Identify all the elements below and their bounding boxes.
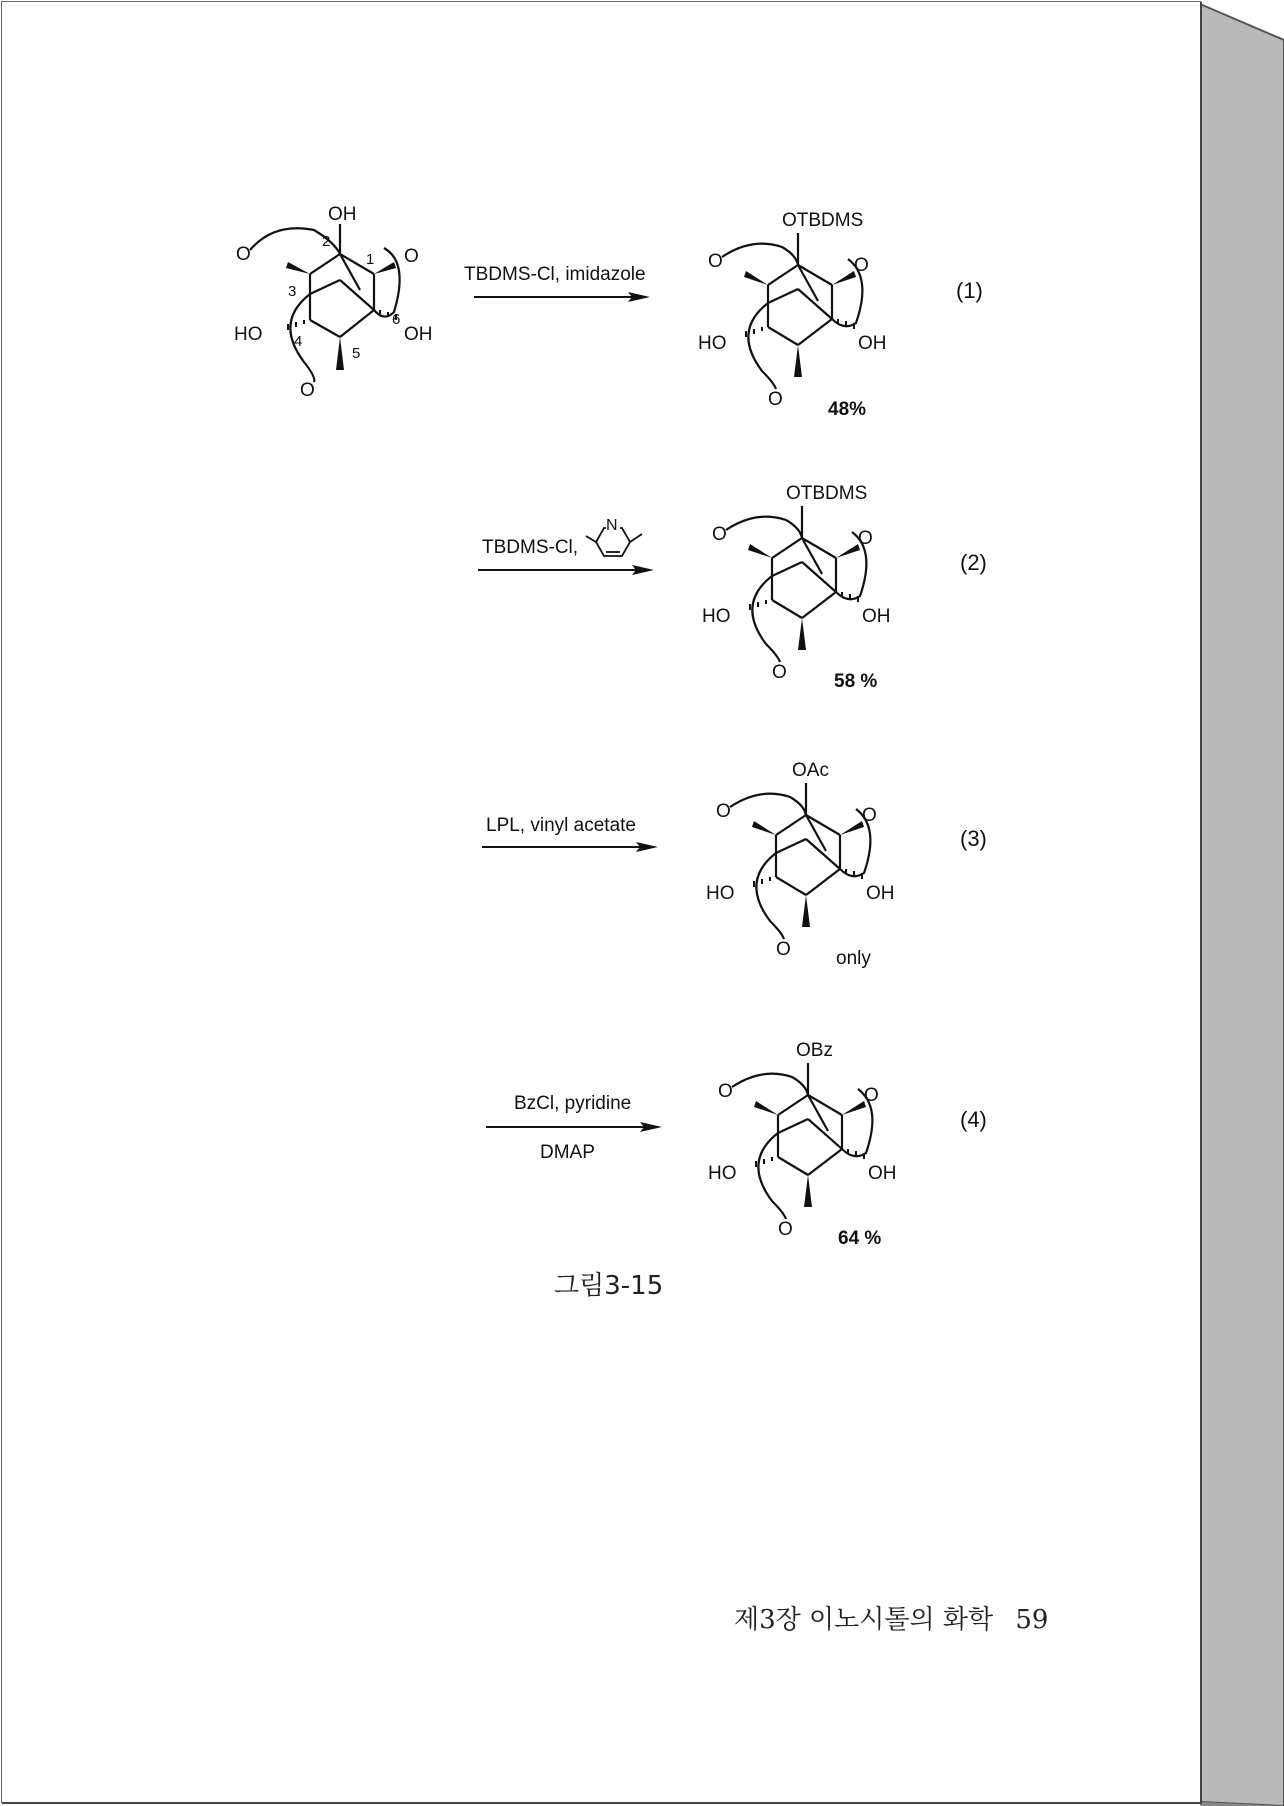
reaction-2-arrow <box>476 563 656 577</box>
wedge-bond <box>840 821 864 835</box>
bond <box>768 289 798 303</box>
wedge-bond <box>744 271 768 285</box>
product-o-bottom: O <box>772 662 787 680</box>
product-oh-right: OH <box>862 606 891 627</box>
bond <box>802 592 836 618</box>
orthoester-arc <box>726 517 802 538</box>
product-3-group: OAc <box>792 760 829 781</box>
product-oh-right: OH <box>866 883 895 904</box>
reaction-2-number: (2) <box>960 550 987 575</box>
reaction-4-yield: 64 % <box>838 1228 882 1249</box>
product-o-bottom: O <box>776 939 791 957</box>
product-o-right: O <box>862 805 877 826</box>
bond <box>778 1119 808 1133</box>
orthoester-arc <box>748 303 776 389</box>
sm-ho-left: HO <box>234 324 263 345</box>
orthoester-arc <box>732 1074 808 1095</box>
wedge-bond <box>754 1101 778 1115</box>
reaction-3-number: (3) <box>960 826 987 851</box>
reaction-2-yield: 58 % <box>834 671 878 692</box>
sm-o-left: O <box>236 244 251 265</box>
wedge-bond <box>802 895 810 927</box>
wedge-bond <box>748 544 772 558</box>
lutidine-n: N <box>606 517 618 534</box>
reaction-4-product <box>702 1037 922 1237</box>
product-o-left: O <box>716 801 731 822</box>
wedge-bond <box>794 345 802 377</box>
starting-material-structure <box>234 202 444 402</box>
running-footer <box>734 1599 1048 1636</box>
bond <box>806 869 840 895</box>
reaction-1-yield: 48% <box>828 399 867 420</box>
product-oh-right: OH <box>858 333 887 354</box>
orthoester-arc <box>722 244 798 265</box>
locant-2: 2 <box>322 233 331 250</box>
bond <box>776 815 806 835</box>
locant-4: 4 <box>294 333 303 350</box>
reaction-4-number: (4) <box>960 1107 987 1132</box>
bond <box>768 327 798 345</box>
reaction-1-reagent: TBDMS-Cl, imidazole <box>464 264 646 285</box>
bond <box>808 1149 842 1175</box>
bond <box>772 538 802 558</box>
reaction-3-product <box>700 757 920 957</box>
product-2-group: OTBDMS <box>786 483 868 504</box>
product-4-group: OBz <box>796 1040 833 1061</box>
product-o-left: O <box>718 1081 733 1102</box>
product-ho-left: HO <box>702 606 731 627</box>
wedge-bond <box>752 821 776 835</box>
product-o-bottom: O <box>768 389 783 407</box>
bond <box>772 562 802 576</box>
product-o-left: O <box>708 251 723 272</box>
reaction-1-product <box>692 207 912 407</box>
lutidine-structure <box>582 514 646 564</box>
product-oh-right: OH <box>868 1163 897 1184</box>
product-o-right: O <box>864 1085 879 1106</box>
locant-3: 3 <box>288 283 297 300</box>
reaction-3-yield: only <box>836 948 871 969</box>
sm-top-oh: OH <box>328 204 357 225</box>
bond <box>776 839 806 853</box>
page-number: 59 <box>1015 1605 1049 1635</box>
reaction-3-arrow <box>480 840 660 854</box>
orthoester-arc <box>758 1133 786 1219</box>
reaction-3-reagent: LPL, vinyl acetate <box>486 815 636 836</box>
sm-oh-right: OH <box>404 324 433 345</box>
locant-1: 1 <box>366 251 375 268</box>
wedge-bond <box>798 618 806 650</box>
product-ho-left: HO <box>708 1163 737 1184</box>
reaction-4-reagent-top: BzCl, pyridine <box>514 1093 632 1114</box>
locant-5: 5 <box>352 345 361 362</box>
book-page <box>2 2 1202 1804</box>
locant-6: 6 <box>392 311 401 328</box>
figure-caption: 그림3-15 <box>554 1271 664 1301</box>
product-o-left: O <box>712 524 727 545</box>
reaction-4-reagent-bottom: DMAP <box>540 1142 595 1163</box>
reaction-1-number: (1) <box>956 278 983 303</box>
bond <box>772 600 802 618</box>
bond <box>776 877 806 895</box>
orthoester-arc <box>756 853 784 939</box>
bond <box>778 1095 808 1115</box>
product-o-right: O <box>854 255 869 276</box>
product-o-bottom: O <box>778 1219 793 1237</box>
wedge-bond <box>804 1175 812 1207</box>
orthoester-arc <box>730 794 806 815</box>
bond <box>778 1157 808 1175</box>
reaction-2-reagent: TBDMS-Cl, <box>482 537 579 558</box>
product-ho-left: HO <box>698 333 727 354</box>
wedge-bond <box>832 271 856 285</box>
product-ho-left: HO <box>706 883 735 904</box>
bond <box>768 265 798 285</box>
product-o-right: O <box>858 528 873 549</box>
product-1-group: OTBDMS <box>782 210 864 231</box>
wedge-bond <box>842 1101 866 1115</box>
reaction-4-arrow <box>484 1120 664 1134</box>
footer-chapter: 제3장 이노시톨의 화학 <box>734 1605 994 1635</box>
sm-o-bottom: O <box>300 380 315 401</box>
sm-o-right: O <box>404 246 419 267</box>
orthoester-arc <box>752 576 780 662</box>
wedge-bond <box>836 544 860 558</box>
reaction-2-product <box>696 480 916 680</box>
reaction-1-arrow <box>472 290 652 304</box>
bond <box>798 319 832 345</box>
